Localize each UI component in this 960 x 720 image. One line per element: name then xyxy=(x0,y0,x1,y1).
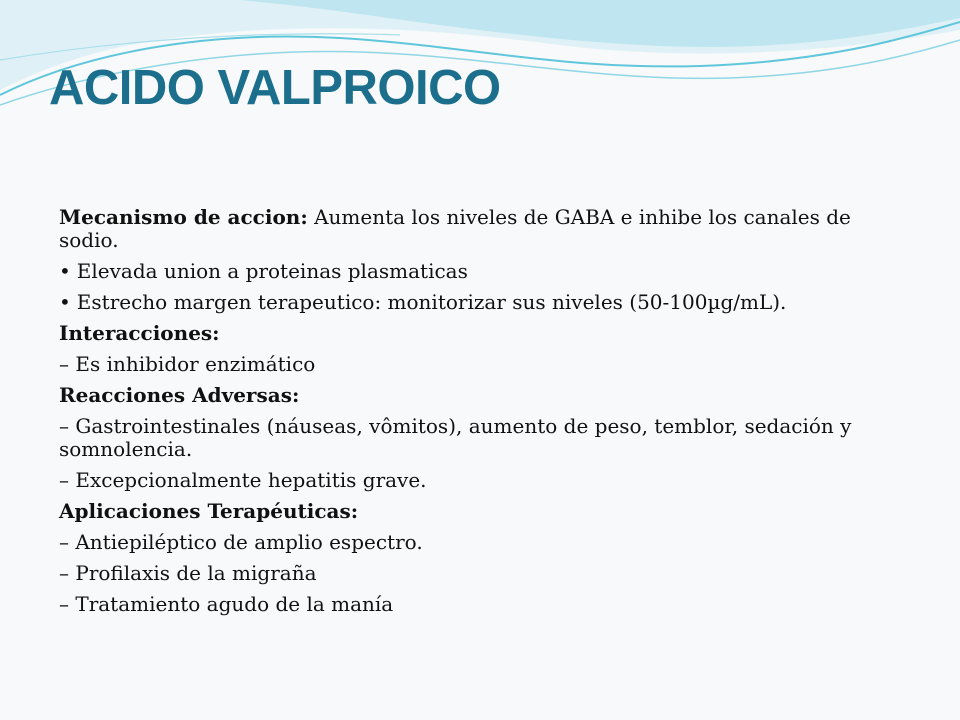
text-hepatitis: – Excepcionalmente hepatitis grave. xyxy=(59,468,427,492)
slide-title: ACIDO VALPROICO xyxy=(49,61,501,115)
text-union-proteinas: Elevada union a proteinas plasmaticas xyxy=(76,259,468,283)
slide-body xyxy=(59,206,899,624)
label-mecanismo: Mecanismo de accion: xyxy=(59,205,308,229)
text-margen-terapeutico: Estrecho margen terapeutico: monitorizar sus niveles (50-100µg/mL). xyxy=(76,290,787,314)
bullet-item-margen-terapeutico xyxy=(59,291,899,314)
heading-interacciones: Interacciones: xyxy=(59,321,220,345)
bullet-icon: • xyxy=(59,290,71,314)
text-mania: – Tratamiento agudo de la manía xyxy=(59,592,394,616)
bullet-icon: • xyxy=(59,259,71,283)
heading-aplicaciones: Aplicaciones Terapéuticas: xyxy=(59,499,359,523)
bullet-item-union-proteinas xyxy=(59,260,899,283)
heading-reacciones-adversas: Reacciones Adversas: xyxy=(59,383,300,407)
text-antiepileptico: – Antiepiléptico de amplio espectro. xyxy=(59,530,423,554)
paragraph-mecanismo xyxy=(59,206,899,252)
text-mecanismo: Aumenta los niveles de GABA e inhibe los canales de sodio. xyxy=(59,205,851,252)
text-migrana: – Profilaxis de la migraña xyxy=(59,561,317,585)
text-gastrointestinales: – Gastrointestinales (náuseas, vômitos), aumento de peso, temblor, sedación y somnolencia. xyxy=(59,414,852,461)
text-inhibidor: – Es inhibidor enzimático xyxy=(59,352,316,376)
